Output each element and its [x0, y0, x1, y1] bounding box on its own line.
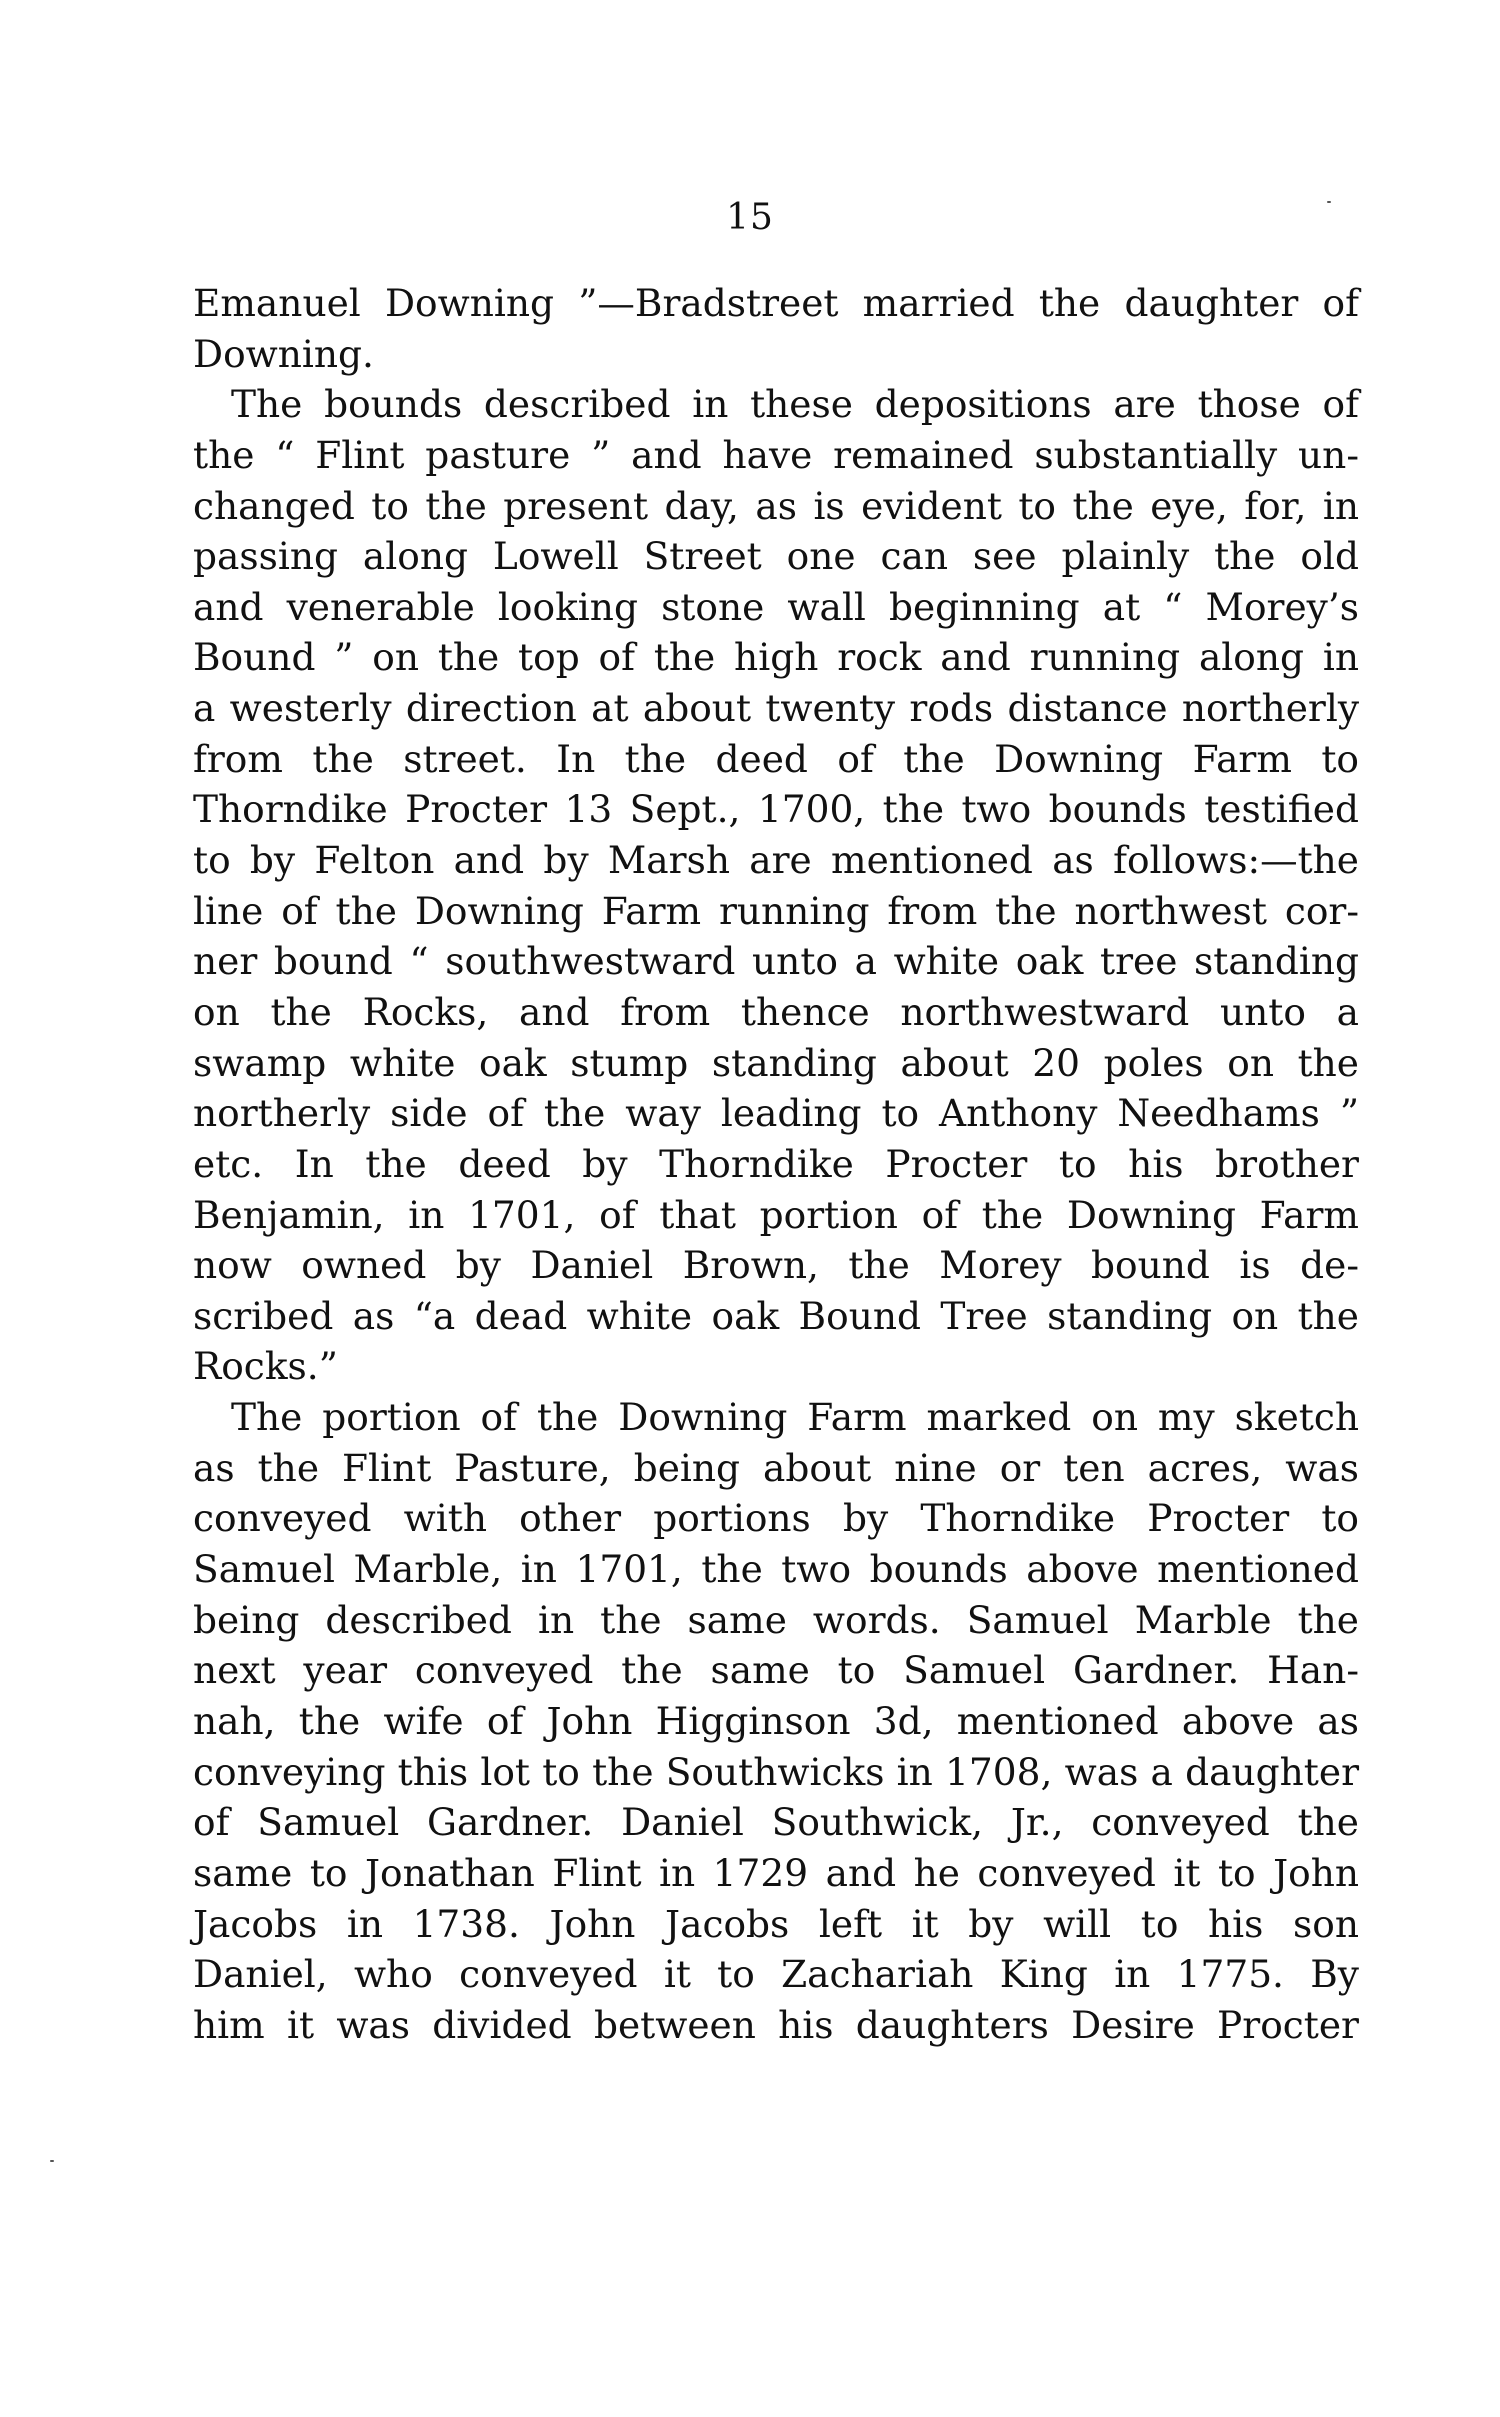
text-line: being described in the same words. Samuel Marble the [193, 1597, 1359, 1642]
text-line: The bounds described in these depositions are those of [231, 382, 1359, 427]
text-line: as the Flint Pasture, being about nine or ten acres, was [193, 1445, 1359, 1490]
text-line: Rocks.” [193, 1344, 338, 1389]
text-line: passing along Lowell Street one can see plainly the old [193, 534, 1359, 579]
text-line: scribed as “a dead white oak Bound Tree standing on the [193, 1293, 1359, 1338]
text-line: him it was divided between his daughters Desire Procter [193, 2002, 1359, 2047]
text-line: next year conveyed the same to Samuel Gardner. Han- [193, 1648, 1359, 1693]
print-speck [50, 2160, 54, 2162]
text-line: nah, the wife of John Higginson 3d, mentioned above as [193, 1698, 1359, 1743]
text-line: ner bound “ southwestward unto a white oak tree standing [193, 939, 1359, 984]
text-line: Thorndike Procter 13 Sept., 1700, the two bounds testified [193, 787, 1359, 832]
text-line: The portion of the Downing Farm marked on my sketch [231, 1395, 1359, 1440]
text-line: same to Jonathan Flint in 1729 and he conveyed it to John [193, 1850, 1359, 1895]
text-line: Bound ” on the top of the high rock and running along in [193, 635, 1359, 680]
body-text [193, 278, 1359, 2050]
text-line: Samuel Marble, in 1701, the two bounds above mentioned [193, 1547, 1359, 1592]
text-line: a westerly direction at about twenty rods distance northerly [193, 686, 1359, 731]
text-line: etc. In the deed by Thorndike Procter to his brother [193, 1141, 1359, 1186]
text-line: from the street. In the deed of the Downing Farm to [193, 736, 1359, 781]
text-line: conveying this lot to the Southwicks in 1708, was a daughter [193, 1749, 1359, 1794]
text-line: conveyed with other portions by Thorndike Procter to [193, 1496, 1359, 1541]
text-line: on the Rocks, and from thence northwestward unto a [193, 989, 1359, 1034]
text-line: now owned by Daniel Brown, the Morey bound is de- [193, 1243, 1359, 1288]
page-number: 15 [726, 197, 774, 238]
print-speck [1327, 201, 1331, 203]
text-line: swamp white oak stump standing about 20 poles on the [193, 1040, 1359, 1085]
text-line: and venerable looking stone wall beginning at “ Morey’s [193, 584, 1359, 629]
text-line: to by Felton and by Marsh are mentioned as follows:—the [193, 838, 1359, 883]
text-line: Daniel, who conveyed it to Zachariah King in 1775. By [193, 1952, 1359, 1997]
text-line: Emanuel Downing ”—Bradstreet married the daughter of [193, 281, 1359, 325]
text-line: the “ Flint pasture ” and have remained substantially un- [193, 432, 1359, 477]
text-line: Downing. [193, 331, 374, 376]
text-line: Jacobs in 1738. John Jacobs left it by will to his son [193, 1901, 1359, 1946]
text-line: of Samuel Gardner. Daniel Southwick, Jr., conveyed the [193, 1800, 1359, 1845]
text-line: changed to the present day, as is evident to the eye, for, in [193, 483, 1359, 528]
text-line: line of the Downing Farm running from the northwest cor- [193, 888, 1359, 933]
text-line: northerly side of the way leading to Anthony Needhams ” [193, 1091, 1359, 1136]
text-line: Benjamin, in 1701, of that portion of the Downing Farm [193, 1192, 1359, 1237]
